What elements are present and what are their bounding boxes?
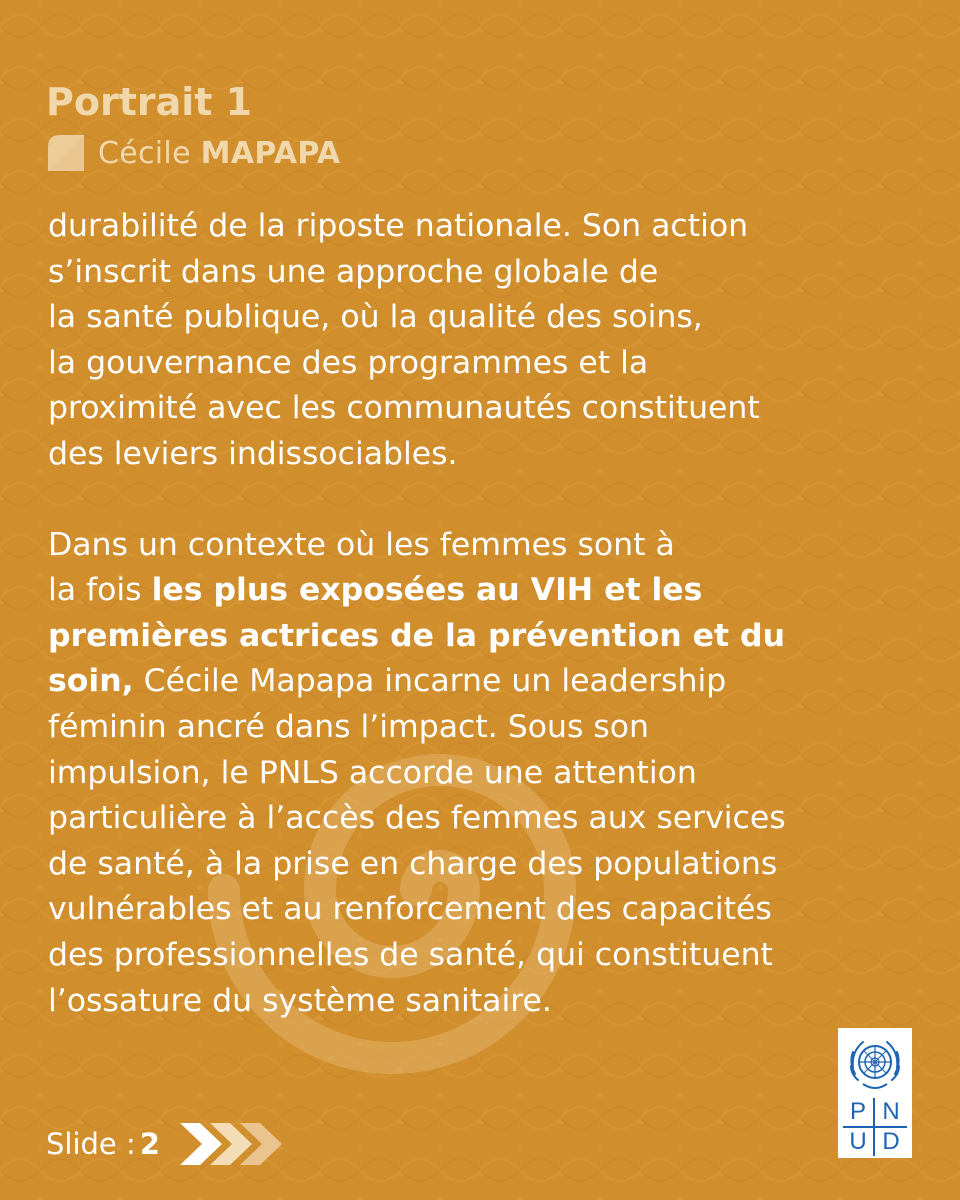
body-text: [48, 204, 928, 1024]
page-title: Portrait 1: [46, 80, 253, 124]
logo-letter: D: [882, 1128, 900, 1155]
paragraph-line: [48, 614, 928, 660]
paragraph-line: de santé, à la prise en charge des populations: [48, 845, 778, 882]
paragraph-line: des leviers indissociables.: [48, 435, 458, 472]
emphasis-text: les plus exposées au VIH et les: [151, 572, 703, 609]
first-name: Cécile: [98, 135, 191, 171]
paragraph-line: particulière à l’accès des femmes aux services: [48, 800, 786, 837]
logo-letter: U: [843, 1128, 875, 1156]
logo-letter: N: [875, 1098, 907, 1128]
portrait-name: [46, 128, 340, 178]
emphasis-text: soin,: [48, 663, 134, 700]
slide-label: Slide :: [46, 1127, 136, 1161]
paragraph-line: Dans un contexte où les femmes sont à: [48, 526, 675, 563]
paragraph-line: la gouvernance des programmes et la: [48, 344, 649, 381]
paragraph-line: des professionnelles de santé, qui constituent: [48, 936, 773, 973]
person-name: [98, 136, 340, 171]
paragraph-line: la santé publique, où la qualité des soins,: [48, 299, 703, 336]
paragraph-line: s’inscrit dans une approche globale de: [48, 253, 659, 290]
last-name: MAPAPA: [200, 135, 341, 171]
un-emblem-icon: [845, 1034, 905, 1094]
paragraph-line: féminin ancré dans l’impact. Sous son: [48, 708, 650, 745]
paragraph-line: impulsion, le PNLS accorde une attention: [48, 754, 697, 791]
chevrons-right-icon[interactable]: [178, 1121, 284, 1167]
logo-letters: [843, 1098, 907, 1154]
rounded-square-icon: [46, 133, 86, 173]
paragraph-line: [48, 568, 928, 614]
slide-number: 2: [139, 1127, 160, 1161]
paragraph-line: vulnérables et au renforcement des capacités: [48, 891, 772, 928]
slide-indicator: [46, 1118, 284, 1170]
pnud-logo: [838, 1028, 912, 1158]
plain-text: la fois: [48, 572, 152, 609]
paragraph-line: l’ossature du système sanitaire.: [48, 982, 552, 1019]
paragraph-line: [48, 659, 928, 705]
emphasis-text: premières actrices de la prévention et du: [48, 617, 786, 654]
paragraph-line: proximité avec les communautés constituent: [48, 390, 760, 427]
logo-letter: P: [843, 1098, 875, 1128]
paragraph-gap: [48, 478, 928, 523]
paragraph-line: durabilité de la riposte nationale. Son action: [48, 208, 749, 244]
plain-text: Cécile Mapapa incarne un leadership: [133, 663, 727, 700]
